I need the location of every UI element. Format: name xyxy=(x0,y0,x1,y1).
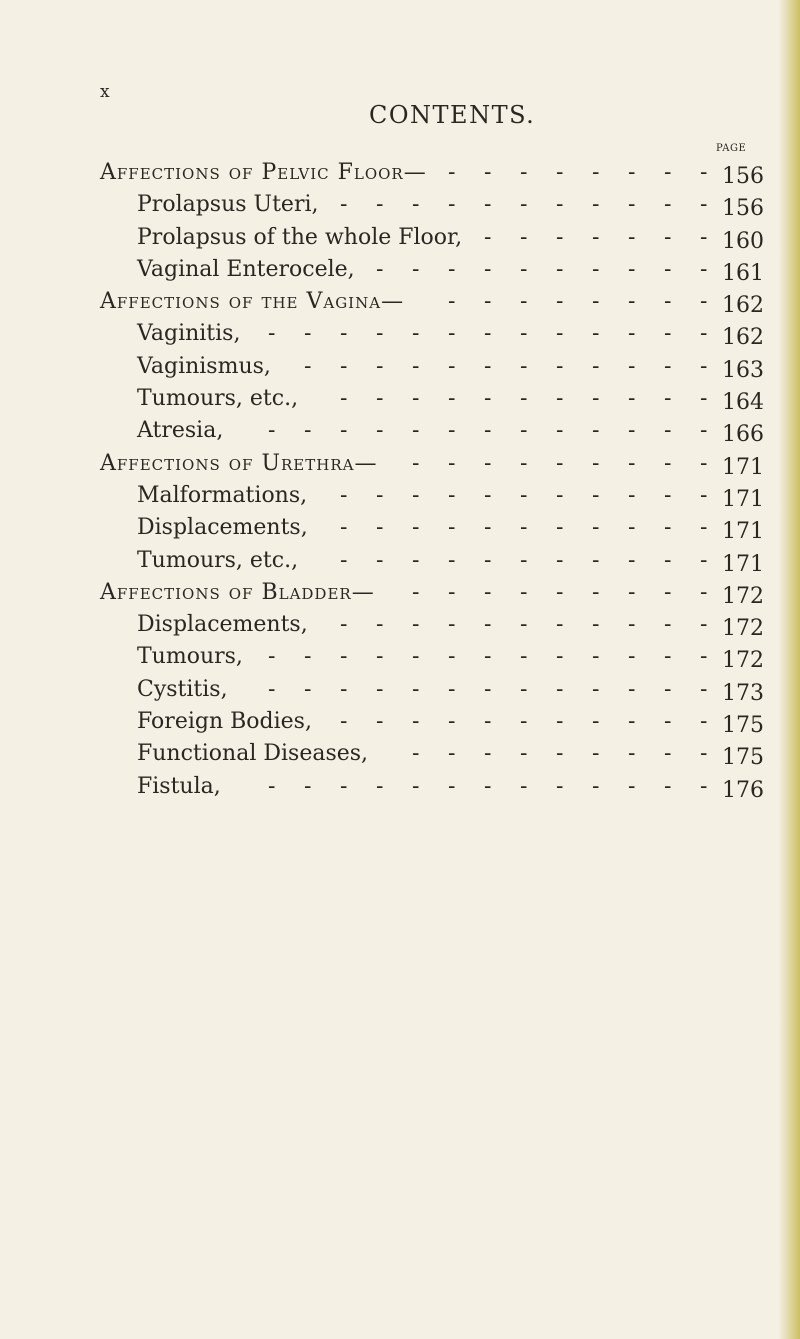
toc-entry-label: Atresia, xyxy=(137,418,224,444)
toc-section-row: Affections of Urethra— - - - - - - - - - 171 xyxy=(100,448,770,480)
toc-entry-row: Vaginismus, - - - - - - - - - - - - 163 xyxy=(100,351,770,383)
toc-entry-row: Tumours, etc., - - - - - - - - - - - 164 xyxy=(100,383,770,415)
toc-page-number: 175 xyxy=(722,713,764,739)
toc-entry-row: Prolapsus of the whole Floor, - - - - - - - 160 xyxy=(100,222,770,254)
toc-entry-row: Cystitis, - - - - - - - - - - - - - 173 xyxy=(100,674,770,706)
toc-entry-label: Displacements, xyxy=(137,515,308,541)
toc-entry-label: Displacements, xyxy=(137,612,308,638)
toc-page-number: 175 xyxy=(722,745,764,771)
toc-entry-row: Functional Diseases, - - - - - - - - - 175 xyxy=(100,738,770,770)
toc-page-number: 171 xyxy=(722,486,764,512)
toc-section-heading: Affections of the Vagina— xyxy=(100,289,405,315)
toc-page-number: 173 xyxy=(722,680,764,706)
toc-entry-row: Malformations, - - - - - - - - - - - 171 xyxy=(100,480,770,512)
page-number: x xyxy=(100,82,111,102)
toc-page-number: 171 xyxy=(722,519,764,545)
toc-entry-label: Malformations, xyxy=(137,482,308,508)
toc-page-number: 162 xyxy=(722,293,764,319)
toc-page-number: 172 xyxy=(722,648,764,674)
toc-entry-row: Vaginitis, - - - - - - - - - - - - - 162 xyxy=(100,318,770,350)
toc-entry-label: Cystitis, xyxy=(137,676,228,702)
page-title: CONTENTS. xyxy=(369,101,536,129)
toc-section-row: Affections of Bladder— - - - - - - - - - 172 xyxy=(100,577,770,609)
table-of-contents xyxy=(100,157,770,803)
toc-entry-label: Prolapsus Uteri, xyxy=(137,192,319,218)
toc-entry-label: Prolapsus of the whole Floor, xyxy=(137,224,463,250)
toc-entry-label: Vaginal Enterocele, xyxy=(137,256,355,282)
toc-page-number: 156 xyxy=(722,196,764,222)
toc-entry-row: Vaginal Enterocele, - - - - - - - - - - 161 xyxy=(100,254,770,286)
page-edge-shadow xyxy=(778,0,800,1339)
toc-entry-row: Atresia, - - - - - - - - - - - - - 166 xyxy=(100,415,770,447)
toc-page-number: 166 xyxy=(722,422,764,448)
toc-page-number: 172 xyxy=(722,583,764,609)
toc-entry-label: Vaginitis, xyxy=(137,321,241,347)
toc-entry-row: Prolapsus Uteri, - - - - - - - - - - - 156 xyxy=(100,189,770,221)
toc-page-number: 171 xyxy=(722,454,764,480)
toc-entry-label: Foreign Bodies, xyxy=(137,709,312,735)
toc-section-row: Affections of the Vagina— - - - - - - - - 162 xyxy=(100,286,770,318)
toc-entry-row: Fistula, - - - - - - - - - - - - - 176 xyxy=(100,771,770,803)
toc-entry-row: Displacements, - - - - - - - - - - - 172 xyxy=(100,609,770,641)
toc-page-number: 172 xyxy=(722,616,764,642)
toc-section-row: Affections of Pelvic Floor— - - - - - - - - 156 xyxy=(100,157,770,189)
toc-page-number: 176 xyxy=(722,777,764,803)
toc-page-number: 156 xyxy=(722,164,764,189)
toc-entry-row: Displacements, - - - - - - - - - - - 171 xyxy=(100,512,770,544)
toc-section-heading: Affections of Bladder— xyxy=(100,579,375,605)
toc-entry-row: Tumours, etc., - - - - - - - - - - - 171 xyxy=(100,545,770,577)
toc-entry-row: Tumours, - - - - - - - - - - - - - 172 xyxy=(100,641,770,673)
toc-section-heading: Affections of Pelvic Floor— xyxy=(100,160,427,185)
toc-entry-label: Functional Diseases, xyxy=(137,741,369,767)
toc-entry-label: Tumours, xyxy=(137,644,243,670)
toc-entry-label: Tumours, etc., xyxy=(137,547,299,573)
toc-page-number: 163 xyxy=(722,357,764,383)
toc-page-number: 171 xyxy=(722,551,764,577)
toc-page-number: 160 xyxy=(722,228,764,254)
toc-page-number: 164 xyxy=(722,390,764,416)
toc-page-number: 161 xyxy=(722,260,764,286)
page-column-label: PAGE xyxy=(716,143,747,154)
toc-entry-label: Vaginismus, xyxy=(137,353,271,379)
toc-entry-row: Foreign Bodies, - - - - - - - - - - - 175 xyxy=(100,706,770,738)
toc-entry-label: Tumours, etc., xyxy=(137,386,299,412)
toc-section-heading: Affections of Urethra— xyxy=(100,450,378,476)
toc-entry-label: Fistula, xyxy=(137,773,221,799)
toc-page-number: 162 xyxy=(722,325,764,351)
